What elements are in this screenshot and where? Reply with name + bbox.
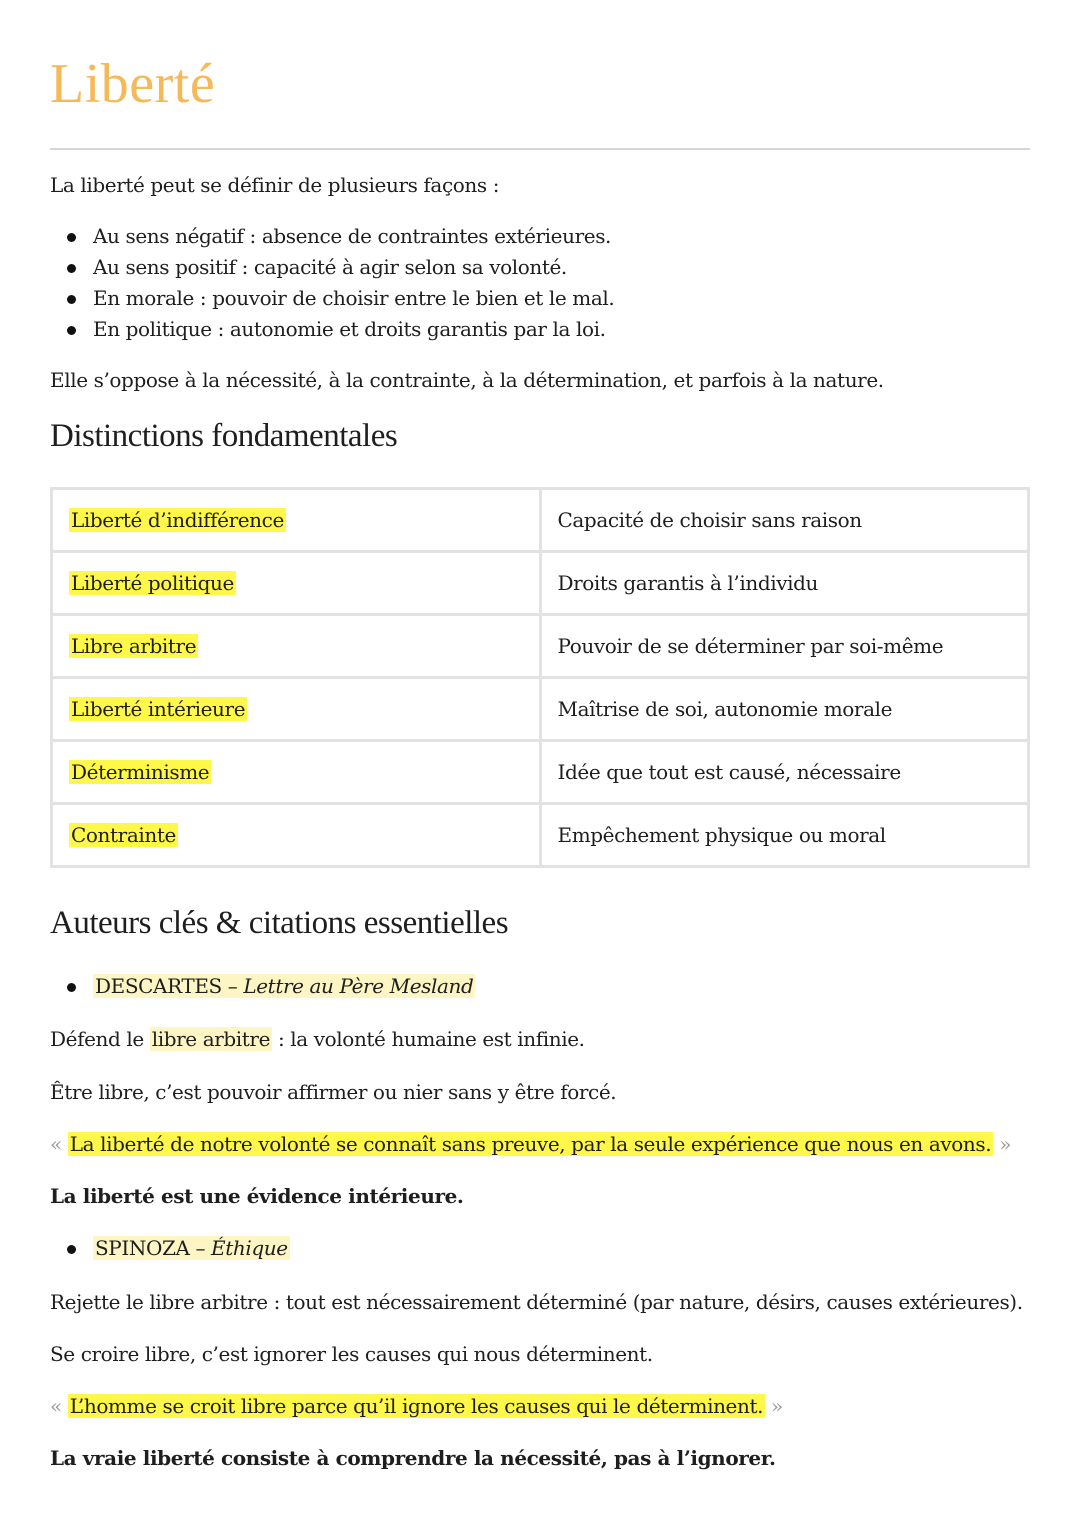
- descartes-thesis: [50, 1026, 585, 1052]
- definition-cell: Droits garantis à l’individu: [540, 552, 1029, 615]
- text: Défend le: [50, 1027, 150, 1051]
- divider: [50, 148, 1030, 150]
- table-row: [52, 552, 1029, 615]
- spinoza-quote: [50, 1393, 783, 1419]
- definition-cell: Maîtrise de soi, autonomie morale: [540, 678, 1029, 741]
- section-heading-distinctions: Distinctions fondamentales: [50, 418, 398, 454]
- list-item: Au sens positif : capacité à agir selon sa volonté.: [93, 255, 567, 279]
- descartes-quote: [50, 1131, 1011, 1157]
- term-cell: Libre arbitre: [71, 634, 197, 658]
- opposition-text: Elle s’oppose à la nécessité, à la contrainte, à la détermination, et parfois à la nature.: [50, 368, 884, 392]
- quote-close: »: [993, 1132, 1012, 1156]
- author-name: DESCARTES –: [95, 974, 244, 998]
- table-row: [52, 615, 1029, 678]
- quote-text: La liberté de notre volonté se connaît sans preuve, par la seule expérience que nous en avons.: [69, 1132, 992, 1156]
- list-item: En morale : pouvoir de choisir entre le bien et le mal.: [93, 286, 615, 310]
- author-name: SPINOZA –: [95, 1236, 212, 1260]
- quote-text: L’homme se croit libre parce qu’il ignore les causes qui le déterminent.: [69, 1394, 764, 1418]
- term-cell: Liberté d’indifférence: [71, 508, 284, 532]
- spinoza-conclusion: La vraie liberté consiste à comprendre la nécessité, pas à l’ignorer.: [50, 1446, 776, 1470]
- quote-open: «: [50, 1132, 68, 1156]
- table-row: [52, 678, 1029, 741]
- table-row: [52, 489, 1029, 552]
- descartes-explanation: Être libre, c’est pouvoir affirmer ou nier sans y être forcé.: [50, 1080, 617, 1104]
- author-descartes: [93, 973, 475, 999]
- list-item: Au sens négatif : absence de contraintes extérieures.: [93, 224, 612, 248]
- term-cell: Liberté intérieure: [71, 697, 246, 721]
- descartes-conclusion: La liberté est une évidence intérieure.: [50, 1184, 464, 1208]
- text: : la volonté humaine est infinie.: [272, 1027, 585, 1051]
- page-title: Liberté: [50, 53, 216, 115]
- section-heading-authors: Auteurs clés & citations essentielles: [50, 905, 509, 941]
- author-spinoza: [93, 1235, 290, 1261]
- work-title: Éthique: [211, 1236, 288, 1260]
- definition-cell: Capacité de choisir sans raison: [540, 489, 1029, 552]
- table-row: [52, 741, 1029, 804]
- intro-text: La liberté peut se définir de plusieurs façons :: [50, 173, 500, 197]
- term-cell: Liberté politique: [71, 571, 234, 595]
- definition-cell: Pouvoir de se déterminer par soi-même: [540, 615, 1029, 678]
- definition-cell: Idée que tout est causé, nécessaire: [540, 741, 1029, 804]
- quote-open: «: [50, 1394, 68, 1418]
- term-cell: Déterminisme: [71, 760, 210, 784]
- table-row: [52, 804, 1029, 867]
- spinoza-explanation: Se croire libre, c’est ignorer les causes qui nous déterminent.: [50, 1342, 653, 1366]
- spinoza-thesis: Rejette le libre arbitre : tout est nécessairement déterminé (par nature, désirs, causes extérieures).: [50, 1290, 1023, 1314]
- quote-close: »: [765, 1394, 783, 1418]
- highlight-term: libre arbitre: [151, 1027, 271, 1051]
- work-title: Lettre au Père Mesland: [243, 974, 474, 998]
- definition-cell: Empêchement physique ou moral: [540, 804, 1029, 867]
- list-item: En politique : autonomie et droits garantis par la loi.: [93, 317, 606, 341]
- distinctions-table: [50, 487, 1030, 868]
- term-cell: Contrainte: [71, 823, 176, 847]
